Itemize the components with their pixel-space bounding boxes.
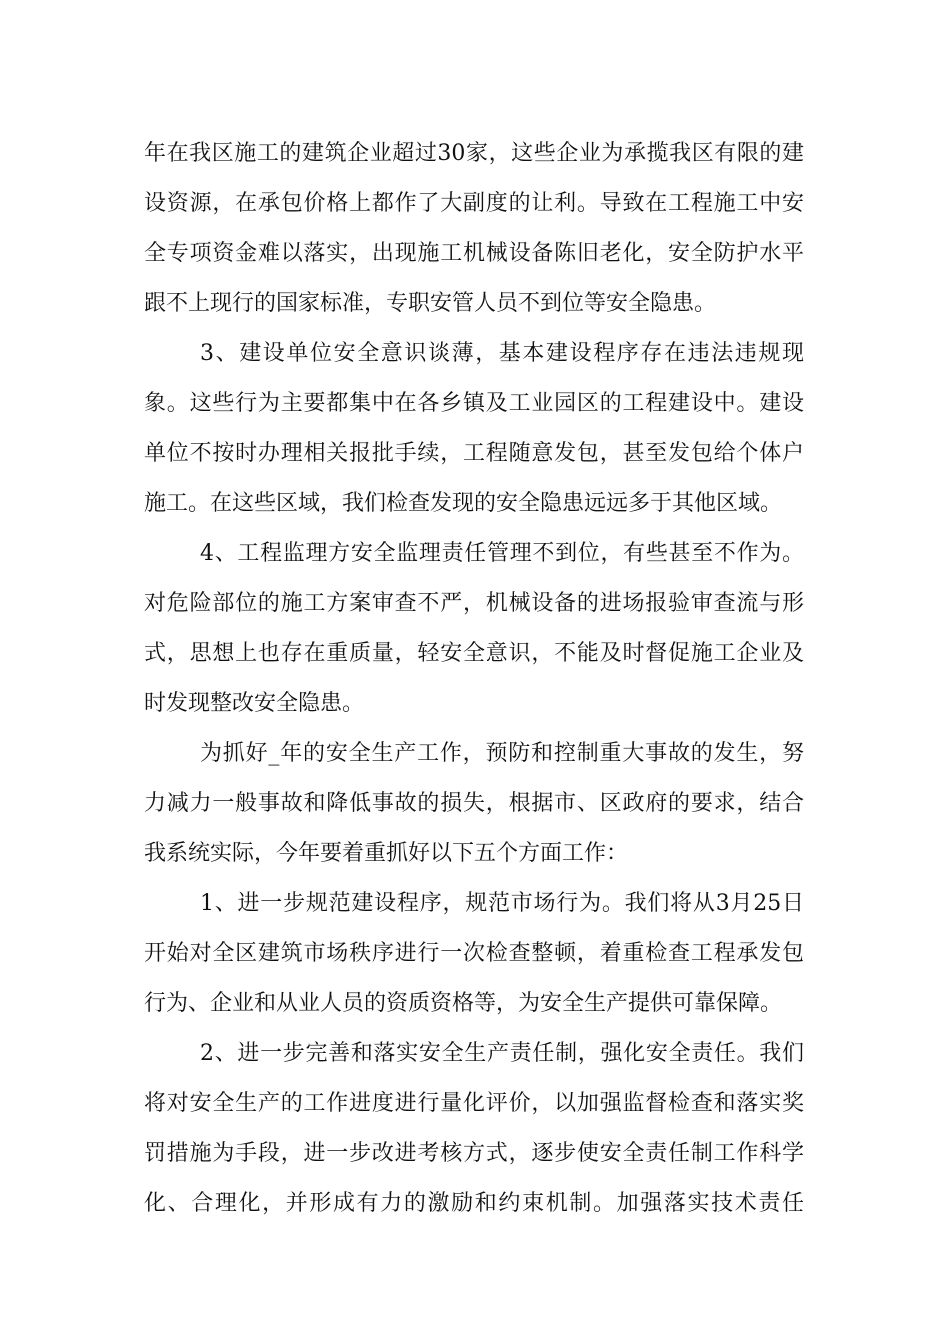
paragraph-start-line: 为抓好_年的安全生产工作，预防和控制重大事故的发生，努 [200, 741, 804, 766]
text-line: 对危险部位的施工方案审查不严，机械设备的进场报验审查流与形 [144, 591, 804, 616]
text-line: 式，思想上也存在重质量，轻安全意识，不能及时督促施工企业及 [144, 641, 804, 666]
text-line: 全专项资金难以落实，出现施工机械设备陈旧老化，安全防护水平 [144, 241, 804, 266]
text-line: 跟不上现行的国家标准，专职安管人员不到位等安全隐患。 [144, 291, 717, 316]
text-line: 我系统实际，今年要着重抓好以下五个方面工作： [144, 841, 629, 866]
text-line: 罚措施为手段，进一步改进考核方式，逐步使安全责任制工作科学 [144, 1141, 804, 1166]
paragraph-start-line: 3、建设单位安全意识谈薄，基本建设程序存在违法违规现 [200, 341, 804, 366]
paragraph-start-line: 4、工程监理方安全监理责任管理不到位，有些甚至不作为。 [200, 541, 804, 566]
text-line: 将对安全生产的工作进度进行量化评价，以加强监督检查和落实奖 [144, 1091, 804, 1116]
text-line: 年在我区施工的建筑企业超过30家，这些企业为承揽我区有限的建 [144, 141, 804, 166]
text-line: 时发现整改安全隐患。 [144, 691, 365, 716]
text-line: 单位不按时办理相关报批手续，工程随意发包，甚至发包给个体户 [144, 441, 804, 466]
paragraph-start-line: 1、进一步规范建设程序，规范市场行为。我们将从3月25日 [200, 891, 804, 916]
text-line: 行为、企业和从业人员的资质资格等，为安全生产提供可靠保障。 [144, 991, 783, 1016]
paragraph-start-line: 2、进一步完善和落实安全生产责任制，强化安全责任。我们 [200, 1041, 804, 1066]
text-line: 化、合理化，并形成有力的激励和约束机制。加强落实技术责任 [144, 1191, 804, 1216]
text-line: 施工。在这些区域，我们检查发现的安全隐患远远多于其他区域。 [144, 491, 783, 516]
text-line: 开始对全区建筑市场秩序进行一次检查整顿，着重检查工程承发包 [144, 941, 804, 966]
text-line: 力减力一般事故和降低事故的损失，根据市、区政府的要求，结合 [144, 791, 804, 816]
text-line: 设资源，在承包价格上都作了大副度的让利。导致在工程施工中安 [144, 191, 804, 216]
text-line: 象。这些行为主要都集中在各乡镇及工业园区的工程建设中。建设 [144, 391, 804, 416]
